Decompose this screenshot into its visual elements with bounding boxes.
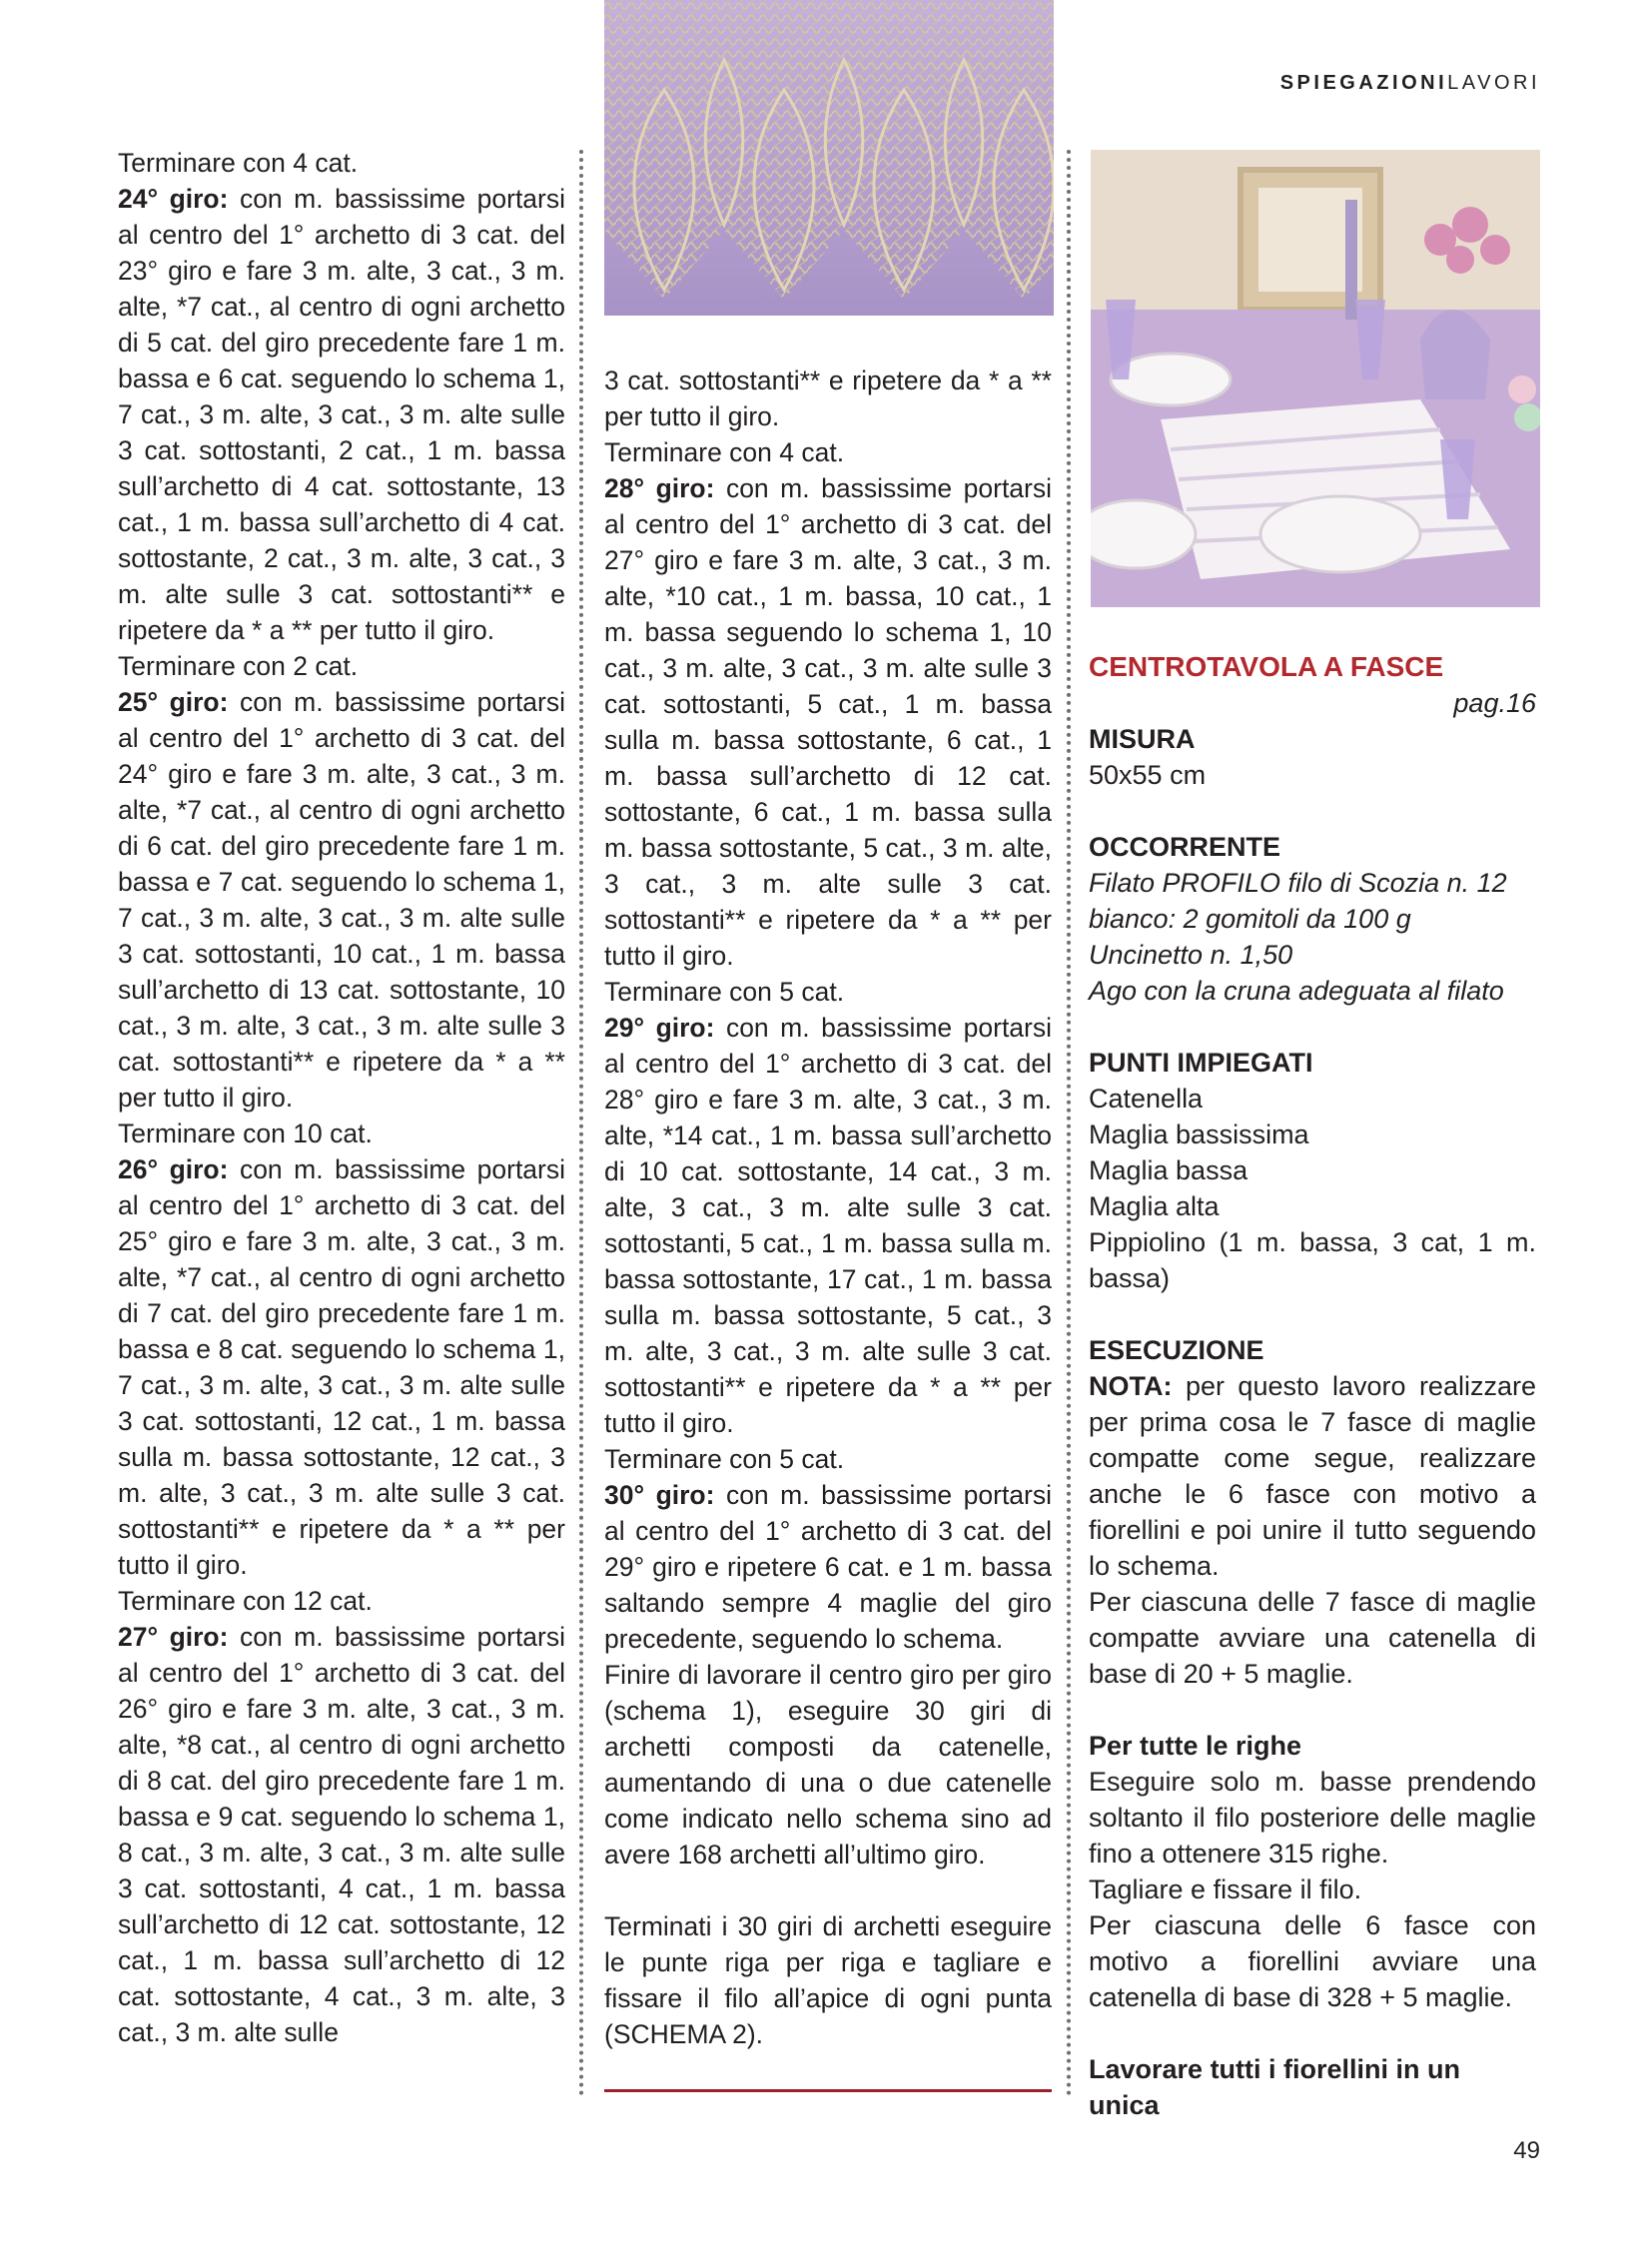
round-label: 27° giro: (118, 1622, 229, 1652)
round-instruction (118, 1619, 565, 2050)
occorrente-item: Filato PROFILO filo di Scozia n. 12 bianco: 2 gomitoli da 100 g (1089, 868, 1507, 934)
instruction-text: con m. bassissime portarsi al centro del 1° archetto di 3 cat. del 23° giro e fare 3 m. alte, 3 cat., 3 m. alte, *7 cat., al centro di ogni archetto di 5 cat. del giro precedente fare 1 m. bassa e 6 cat. seguendo lo schema 1, 7 cat., 3 m. alte, 3 cat., 3 m. alte sulle 3 cat. sottostanti, 2 cat., 1 m. bassa sull’archetto di 4 cat. sottostante, 13 cat., 1 m. bassa sull’archetto di 4 cat. sottostante, 2 cat., 3 m. alte, 3 cat., 3 m. alte sulle 3 cat. sottostanti** e ripetere da * a ** per tutto il giro. (118, 184, 566, 645)
instruction-text: Terminare con 4 cat. (604, 437, 845, 467)
round-instruction (118, 684, 565, 1116)
round-instruction (604, 1010, 1052, 1441)
section-header-bold: SPIEGAZIONI (1279, 72, 1448, 94)
misura-heading: MISURA (1089, 724, 1196, 754)
righe-heading: Per tutte le righe (1089, 1731, 1302, 1761)
section-header (1280, 72, 1540, 95)
instruction-text: Terminare con 5 cat. (604, 977, 845, 1007)
instruction-line (604, 1908, 1052, 2052)
nota-paragraph-2: Per ciascuna delle 7 fasce di maglie compatte avviare una catenella di base di 20 + 5 maglie. (1089, 1587, 1536, 1689)
righe-paragraph: Per ciascuna delle 6 fasce con motivo a fiorellini avviare una catenella di base di 328 + 5 maglie. (1089, 1910, 1536, 2012)
instruction-line (118, 1116, 565, 1151)
instruction-line (118, 1583, 565, 1619)
punto-item: Catenella (1089, 1084, 1204, 1114)
nota-label: NOTA: (1089, 1371, 1173, 1401)
instruction-text: Terminati i 30 giri di archetti eseguire le punte riga per riga e tagliare e fissare il filo all’apice di ogni punta (SCHEMA 2). (604, 1911, 1052, 2049)
column-divider-left (579, 150, 583, 2097)
righe-paragraph: Tagliare e fissare il filo. (1089, 1874, 1362, 1904)
nota-text: per questo lavoro realizzare per prima cosa le 7 fasce di maglie compatte come segue, realizzare anche le 6 fasce con motivo a fiorellini e poi unire il tutto seguendo lo schema. (1089, 1371, 1536, 1581)
table-setting-illustration (1091, 150, 1540, 607)
instruction-line (118, 145, 565, 181)
instruction-text: con m. bassissime portarsi al centro del 1° archetto di 3 cat. del 25° giro e fare 3 m. alte, 3 cat., 3 m. alte, *7 cat., al centro di ogni archetto di 7 cat. del giro precedente fare 1 m. bassa e 8 cat. seguendo lo schema 1, 7 cat., 3 m. alte, 3 cat., 3 m. alte sulle 3 cat. sottostanti, 12 cat., 1 m. bassa sulla m. bassa sottostante, 12 cat., 3 m. alte, 3 cat., 3 m. alte sulle 3 cat. sottostanti** e ripetere da * a ** per tutto il giro. (118, 1154, 566, 1580)
instruction-line (604, 434, 1052, 470)
round-label: 26° giro: (118, 1154, 229, 1184)
esecuzione-heading: ESECUZIONE (1089, 1335, 1264, 1365)
instruction-text: con m. bassissime portarsi al centro del 1° archetto di 3 cat. del 29° giro e ripetere 6 cat. e 1 m. bassa saltando sempre 4 maglie del giro precedente, seguendo lo schema. (604, 1480, 1053, 1654)
punto-item: Maglia alta (1089, 1191, 1220, 1221)
punto-item: Maglia bassa (1089, 1155, 1248, 1185)
instruction-line (604, 363, 1052, 434)
instruction-line (604, 1441, 1052, 1477)
round-label: 30° giro: (604, 1480, 715, 1510)
instruction-text: Finire di lavorare il centro giro per giro (schema 1), eseguire 30 giri di archetti composti da catenelle, aumentando di una o due catenelle come indicato nello schema sino ad avere 168 archetti all’ultimo giro. (604, 1660, 1052, 1869)
round-label: 24° giro: (118, 184, 229, 214)
final-heading: Lavorare tutti i fiorellini in un unica (1089, 2054, 1461, 2120)
misura-value: 50x55 cm (1089, 760, 1207, 790)
round-label: 25° giro: (118, 687, 229, 717)
instruction-text: con m. bassissime portarsi al centro del 1° archetto di 3 cat. del 28° giro e fare 3 m. alte, 3 cat., 3 m. alte, *14 cat., 1 m. bassa sull’archetto di 10 cat. sottostante, 14 cat., 3 m. alte, 3 cat., 3 m. alte sulle 3 cat. sottostanti, 5 cat., 1 m. bassa sulla m. bassa sottostante, 17 cat., 1 m. bassa sulla m. bassa sottostante, 5 cat., 3 m. alte, 3 cat., 3 m. alte sulle 3 cat. sottostanti** e ripetere da * a ** per tutto il giro. (604, 1013, 1053, 1438)
right-column (1089, 649, 1536, 2123)
lace-edging-photo (604, 0, 1054, 316)
round-label: 28° giro: (604, 473, 715, 503)
red-rule (604, 2089, 1052, 2092)
instruction-text: con m. bassissime portarsi al centro del 1° archetto di 3 cat. del 27° giro e fare 3 m. alte, 3 cat., 3 m. alte, *10 cat., 1 m. bassa, 10 cat., 1 m. bassa seguendo lo schema 1, 10 cat., 3 m. alte, 3 cat., 3 m. alte sulle 3 cat. sottostanti, 5 cat., 1 m. bassa sulla m. bassa sottostante, 6 cat., 1 m. bassa sull’archetto di 12 cat. sottostante, 6 cat., 1 m. bassa sulla m. bassa sottostante, 5 cat., 3 m. alte, 3 cat., 3 m. alte sulle 3 cat. sottostanti** e ripetere da * a ** per tutto il giro. (604, 473, 1053, 971)
instruction-line (604, 1657, 1052, 1872)
punti-heading: PUNTI IMPIEGATI (1089, 1048, 1313, 1078)
instruction-text: con m. bassissime portarsi al centro del 1° archetto di 3 cat. del 24° giro e fare 3 m. alte, 3 cat., 3 m. alte, *7 cat., al centro di ogni archetto di 6 cat. del giro precedente fare 1 m. bassa e 7 cat. seguendo lo schema 1, 7 cat., 3 m. alte, 3 cat., 3 m. alte sulle 3 cat. sottostanti, 10 cat., 1 m. bassa sull’archetto di 13 cat. sottostante, 10 cat., 3 m. alte, 3 cat., 3 m. alte sulle 3 cat. sottostanti** e ripetere da * a ** per tutto il giro. (118, 687, 566, 1113)
instruction-text: Terminare con 12 cat. (118, 1586, 373, 1616)
instruction-text: Terminare con 5 cat. (604, 1444, 845, 1474)
instruction-text: con m. bassissime portarsi al centro del 1° archetto di 3 cat. del 26° giro e fare 3 m. alte, 3 cat., 3 m. alte, *8 cat., al centro di ogni archetto di 8 cat. del giro precedente fare 1 m. bassa e 9 cat. seguendo lo schema 1, 8 cat., 3 m. alte, 3 cat., 3 m. alte sulle 3 cat. sottostanti, 4 cat., 1 m. bassa sull’archetto di 12 cat. sottostante, 12 cat., 1 m. bassa sull’archetto di 12 cat. sottostante, 4 cat., 3 m. alte, 3 cat., 3 m. alte sulle (118, 1622, 566, 2047)
left-column (118, 145, 565, 2050)
page-reference: pag.16 (1453, 688, 1536, 718)
occorrente-item: Uncinetto n. 1,50 (1089, 940, 1293, 970)
round-instruction (118, 1151, 565, 1583)
round-instruction (604, 470, 1052, 974)
instruction-text: 3 cat. sottostanti** e ripetere da * a ** per tutto il giro. (604, 366, 1052, 431)
column-divider-right (1067, 150, 1071, 2097)
middle-column (604, 363, 1052, 2052)
occorrente-item: Ago con la cruna adeguata al filato (1089, 976, 1504, 1006)
page-number: 49 (1513, 2137, 1540, 2164)
righe-paragraph: Eseguire solo m. basse prendendo soltanto il filo posteriore delle maglie fino a ottenere 315 righe. (1089, 1767, 1536, 1868)
instruction-text: Terminare con 10 cat. (118, 1119, 373, 1148)
instruction-line (118, 648, 565, 684)
instruction-line (604, 974, 1052, 1010)
occorrente-heading: OCCORRENTE (1089, 832, 1281, 862)
round-instruction (604, 1477, 1052, 1657)
round-label: 29° giro: (604, 1013, 715, 1043)
round-instruction (118, 181, 565, 648)
punto-item: Maglia bassissima (1089, 1120, 1309, 1149)
instruction-text: Terminare con 4 cat. (118, 148, 359, 178)
table-setting-photo (1091, 150, 1540, 607)
project-title: CENTROTAVOLA A FASCE (1089, 651, 1444, 682)
nota-paragraph (1089, 1368, 1536, 1584)
lace-edging-illustration (604, 0, 1054, 316)
instruction-text: Terminare con 2 cat. (118, 651, 359, 681)
punto-item: Pippiolino (1 m. bassa, 3 cat, 1 m. bassa) (1089, 1227, 1536, 1293)
section-header-light: LAVORI (1447, 72, 1540, 94)
